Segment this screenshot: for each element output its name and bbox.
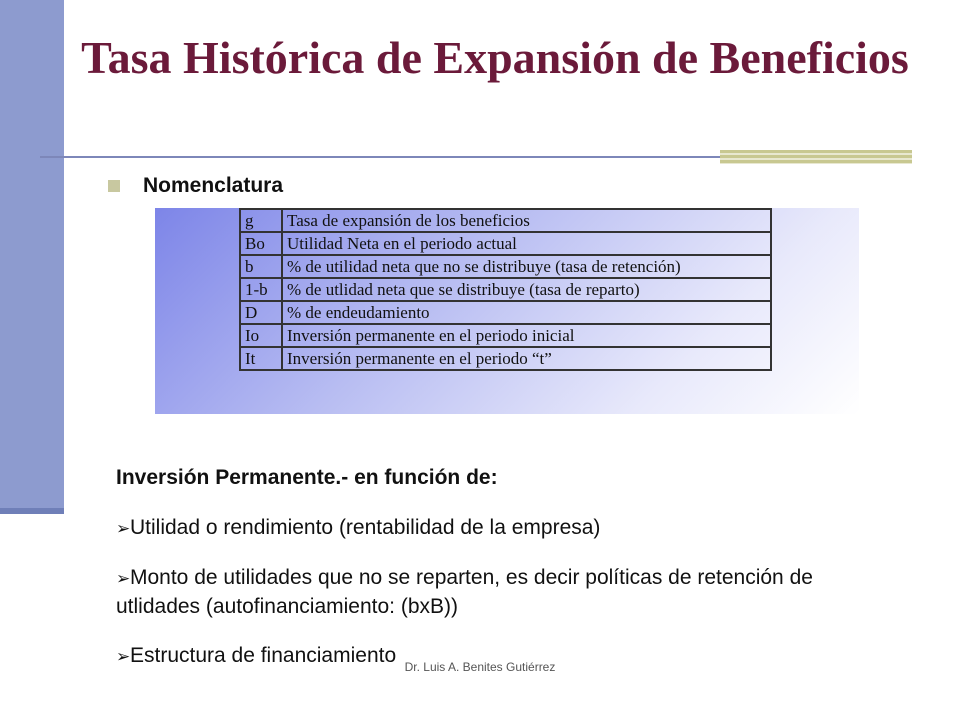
symbol-cell: D [240,301,282,324]
meaning-cell: % de endeudamiento [282,301,771,324]
meaning-cell: Inversión permanente en el periodo “t” [282,347,771,370]
table-row [240,232,771,255]
nomenclature-table [239,208,772,371]
list-item-text: Monto de utilidades que no se reparten, es decir políticas de retención de utlidades (autofinanciamiento: (bxB)) [116,566,813,618]
symbol-cell: Bo [240,232,282,255]
symbol-cell: It [240,347,282,370]
meaning-cell: % de utlidad neta que se distribuye (tasa de reparto) [282,278,771,301]
symbol-cell: 1-b [240,278,282,301]
list-item [116,564,856,621]
list-item [116,514,856,543]
table-row [240,347,771,370]
meaning-cell: % de utilidad neta que no se distribuye (tasa de retención) [282,255,771,278]
symbol-cell: Io [240,324,282,347]
table-row [240,255,771,278]
arrow-bullet-icon: ➢ [116,569,131,588]
slide-title: Tasa Histórica de Expansión de Beneficios [81,32,909,83]
arrow-bullet-icon: ➢ [116,647,131,666]
table-row [240,278,771,301]
title-divider [40,156,820,158]
nomenclature-table-panel [155,208,859,414]
table-row [240,301,771,324]
meaning-cell: Inversión permanente en el periodo inicial [282,324,771,347]
arrow-bullet-icon: ➢ [116,519,131,538]
meaning-cell: Utilidad Neta en el periodo actual [282,232,771,255]
divider-accent [720,150,912,164]
side-decoration-bar [0,0,64,512]
list-item-text: Estructura de financiamiento [130,644,397,667]
symbol-cell: b [240,255,282,278]
side-decoration-shadow [0,508,64,514]
nomenclature-label: Nomenclatura [143,174,284,197]
footer-author: Dr. Luis A. Benites Gutiérrez [404,660,556,674]
table-row [240,324,771,347]
symbol-cell: g [240,209,282,232]
list-item-text: Utilidad o rendimiento (rentabilidad de la empresa) [130,516,601,539]
table-row [240,209,771,232]
meaning-cell: Tasa de expansión de los beneficios [282,209,771,232]
section-heading: Inversión Permanente.- en función de: [116,466,498,489]
square-bullet-icon [108,180,120,192]
